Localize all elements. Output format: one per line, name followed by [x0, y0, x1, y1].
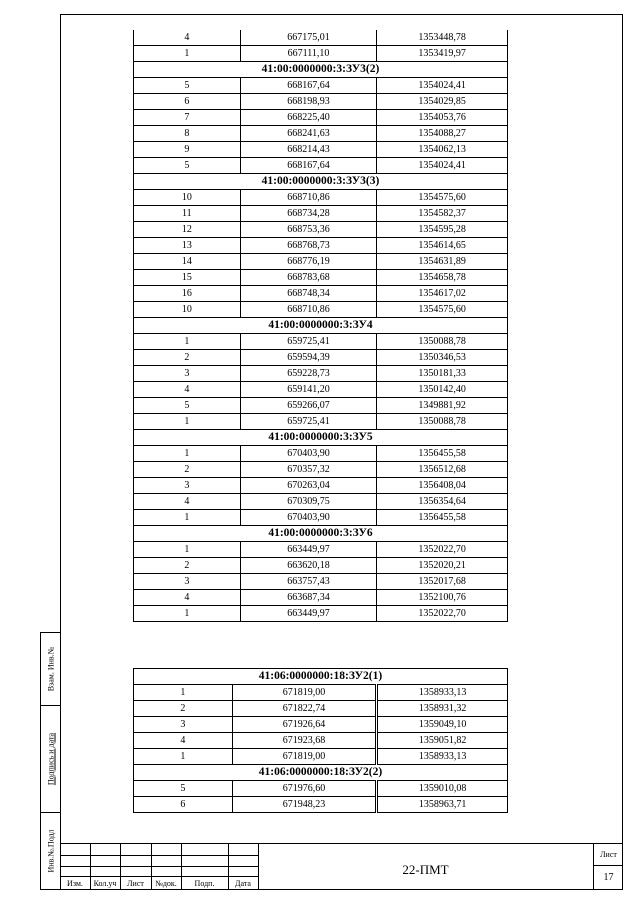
y-coordinate-cell: 1356455,58	[377, 446, 508, 462]
sheet-number: 17	[603, 872, 614, 883]
y-coordinate-cell: 1352020,21	[377, 558, 508, 574]
table-row	[134, 286, 508, 302]
table-row	[134, 142, 508, 158]
table-row	[134, 510, 508, 526]
table-row	[134, 590, 508, 606]
y-coordinate-cell: 1350346,53	[377, 350, 508, 366]
point-number-cell: 2	[134, 462, 241, 478]
table-row	[134, 270, 508, 286]
stamp-label-izm: Изм.	[67, 879, 83, 888]
table-row	[134, 78, 508, 94]
stamp-label-data: Дата	[235, 879, 251, 888]
table-row	[134, 366, 508, 382]
x-coordinate-cell: 670403,90	[240, 510, 377, 526]
x-coordinate-cell: 668768,73	[240, 238, 377, 254]
x-coordinate-cell: 663620,18	[240, 558, 377, 574]
x-coordinate-cell: 668748,34	[240, 286, 377, 302]
table-row	[134, 222, 508, 238]
point-number-cell: 2	[134, 701, 233, 717]
table-row	[134, 494, 508, 510]
y-coordinate-cell: 1352100,76	[377, 590, 508, 606]
table-row	[134, 446, 508, 462]
x-coordinate-cell: 671926,64	[232, 717, 377, 733]
table-row	[134, 94, 508, 110]
y-coordinate-cell: 1359010,08	[377, 781, 508, 797]
x-coordinate-cell: 663687,34	[240, 590, 377, 606]
x-coordinate-cell: 670403,90	[240, 446, 377, 462]
y-coordinate-cell: 1352017,68	[377, 574, 508, 590]
point-number-cell: 4	[134, 30, 241, 46]
x-coordinate-cell: 671819,00	[232, 685, 377, 701]
table-row	[134, 606, 508, 622]
point-number-cell: 5	[134, 78, 241, 94]
table-row	[134, 30, 508, 46]
table-row	[134, 206, 508, 222]
point-number-cell: 1	[134, 446, 241, 462]
x-coordinate-cell: 667111,10	[240, 46, 377, 62]
x-coordinate-cell: 671948,23	[232, 797, 377, 813]
y-coordinate-cell: 1353448,78	[377, 30, 508, 46]
table-row	[134, 685, 508, 701]
table-row	[134, 797, 508, 813]
point-number-cell: 3	[134, 574, 241, 590]
table-row	[134, 302, 508, 318]
y-coordinate-cell: 1354053,76	[377, 110, 508, 126]
x-coordinate-cell: 670357,32	[240, 462, 377, 478]
point-number-cell: 2	[134, 350, 241, 366]
parcel-id-header: 41:00:0000000:3:ЗУ3(2)	[134, 62, 508, 78]
point-number-cell: 4	[134, 494, 241, 510]
x-coordinate-cell: 659725,41	[240, 414, 377, 430]
side-approval-strip	[40, 632, 61, 890]
x-coordinate-cell: 668710,86	[240, 190, 377, 206]
y-coordinate-cell: 1354631,89	[377, 254, 508, 270]
x-coordinate-cell: 668710,86	[240, 302, 377, 318]
y-coordinate-cell: 1354614,65	[377, 238, 508, 254]
point-number-cell: 1	[134, 46, 241, 62]
y-coordinate-cell: 1350088,78	[377, 334, 508, 350]
parcel-id-header: 41:00:0000000:3:ЗУ6	[134, 526, 508, 542]
table-row	[134, 158, 508, 174]
y-coordinate-cell: 1354024,41	[377, 158, 508, 174]
y-coordinate-cell: 1354029,85	[377, 94, 508, 110]
point-number-cell: 3	[134, 717, 233, 733]
table-row	[134, 701, 508, 717]
stamp-label-kol-uch: Кол.уч	[93, 879, 117, 888]
point-number-cell: 2	[134, 558, 241, 574]
point-number-cell: 9	[134, 142, 241, 158]
point-number-cell: 12	[134, 222, 241, 238]
y-coordinate-cell: 1352022,70	[377, 606, 508, 622]
point-number-cell: 11	[134, 206, 241, 222]
point-number-cell: 10	[134, 190, 241, 206]
table-row	[134, 190, 508, 206]
x-coordinate-cell: 671822,74	[232, 701, 377, 717]
point-number-cell: 4	[134, 590, 241, 606]
x-coordinate-cell: 671976,60	[232, 781, 377, 797]
x-coordinate-cell: 659141,20	[240, 382, 377, 398]
point-number-cell: 5	[134, 781, 233, 797]
point-number-cell: 1	[134, 606, 241, 622]
y-coordinate-cell: 1354575,60	[377, 190, 508, 206]
x-coordinate-cell: 668734,28	[240, 206, 377, 222]
point-number-cell: 1	[134, 334, 241, 350]
x-coordinate-cell: 671923,68	[232, 733, 377, 749]
table-row	[134, 414, 508, 430]
point-number-cell: 5	[134, 398, 241, 414]
x-coordinate-cell: 668783,68	[240, 270, 377, 286]
point-number-cell: 7	[134, 110, 241, 126]
point-number-cell: 6	[134, 94, 241, 110]
document-code: 22-ПМТ	[402, 862, 449, 877]
point-number-cell: 16	[134, 286, 241, 302]
side-label-sign-date: Подпись и дата	[46, 732, 55, 786]
x-coordinate-cell: 668241,63	[240, 126, 377, 142]
y-coordinate-cell: 1356354,64	[377, 494, 508, 510]
table-row	[134, 717, 508, 733]
section-header-row	[134, 669, 508, 685]
side-cell-sign-date	[41, 706, 60, 813]
y-coordinate-cell: 1354088,27	[377, 126, 508, 142]
x-coordinate-cell: 668776,19	[240, 254, 377, 270]
point-number-cell: 15	[134, 270, 241, 286]
x-coordinate-cell: 667175,01	[240, 30, 377, 46]
table-row	[134, 238, 508, 254]
coordinates-table-2	[133, 668, 508, 813]
y-coordinate-cell: 1350181,33	[377, 366, 508, 382]
x-coordinate-cell: 668225,40	[240, 110, 377, 126]
section-header-row	[134, 430, 508, 446]
point-number-cell: 13	[134, 238, 241, 254]
point-number-cell: 1	[134, 749, 233, 765]
point-number-cell: 1	[134, 685, 233, 701]
table-row	[134, 478, 508, 494]
parcel-id-header: 41:00:0000000:3:ЗУ4	[134, 318, 508, 334]
stamp-label-ndok: №док.	[155, 879, 177, 888]
point-number-cell: 3	[134, 478, 241, 494]
table-row	[134, 46, 508, 62]
x-coordinate-cell: 670309,75	[240, 494, 377, 510]
parcel-id-header: 41:06:0000000:18:ЗУ2(1)	[134, 669, 508, 685]
x-coordinate-cell: 659266,07	[240, 398, 377, 414]
y-coordinate-cell: 1358963,71	[377, 797, 508, 813]
y-coordinate-cell: 1354582,37	[377, 206, 508, 222]
x-coordinate-cell: 663449,97	[240, 606, 377, 622]
y-coordinate-cell: 1356455,58	[377, 510, 508, 526]
section-header-row	[134, 318, 508, 334]
point-number-cell: 10	[134, 302, 241, 318]
x-coordinate-cell: 659594,39	[240, 350, 377, 366]
stamp-label-podp: Подп.	[194, 879, 215, 888]
side-cell-inv-replace	[41, 633, 60, 706]
y-coordinate-cell: 1358933,13	[377, 749, 508, 765]
y-coordinate-cell: 1358931,32	[377, 701, 508, 717]
y-coordinate-cell: 1358933,13	[377, 685, 508, 701]
y-coordinate-cell: 1352022,70	[377, 542, 508, 558]
table-row	[134, 542, 508, 558]
y-coordinate-cell: 1354617,02	[377, 286, 508, 302]
table-row	[134, 126, 508, 142]
x-coordinate-cell: 668198,93	[240, 94, 377, 110]
y-coordinate-cell: 1354024,41	[377, 78, 508, 94]
table-row	[134, 462, 508, 478]
y-coordinate-cell: 1354062,13	[377, 142, 508, 158]
table-row	[134, 110, 508, 126]
x-coordinate-cell: 671819,00	[232, 749, 377, 765]
table-row	[134, 558, 508, 574]
parcel-id-header: 41:00:0000000:3:ЗУ3(3)	[134, 174, 508, 190]
table-row	[134, 574, 508, 590]
table-row	[134, 382, 508, 398]
point-number-cell: 3	[134, 366, 241, 382]
point-number-cell: 6	[134, 797, 233, 813]
x-coordinate-cell: 670263,04	[240, 478, 377, 494]
sheet-label: Лист	[600, 850, 617, 859]
x-coordinate-cell: 663449,97	[240, 542, 377, 558]
table-row	[134, 350, 508, 366]
point-number-cell: 1	[134, 414, 241, 430]
point-number-cell: 5	[134, 158, 241, 174]
section-header-row	[134, 765, 508, 781]
table-row	[134, 254, 508, 270]
y-coordinate-cell: 1359049,10	[377, 717, 508, 733]
section-header-row	[134, 526, 508, 542]
x-coordinate-cell: 668167,64	[240, 158, 377, 174]
table-row	[134, 398, 508, 414]
table-row	[134, 733, 508, 749]
y-coordinate-cell: 1353419,97	[377, 46, 508, 62]
x-coordinate-cell: 659228,73	[240, 366, 377, 382]
table-row	[134, 334, 508, 350]
point-number-cell: 14	[134, 254, 241, 270]
y-coordinate-cell: 1350142,40	[377, 382, 508, 398]
y-coordinate-cell: 1356408,04	[377, 478, 508, 494]
y-coordinate-cell: 1354595,28	[377, 222, 508, 238]
x-coordinate-cell: 663757,43	[240, 574, 377, 590]
table-row	[134, 749, 508, 765]
y-coordinate-cell: 1354658,78	[377, 270, 508, 286]
point-number-cell: 1	[134, 510, 241, 526]
section-header-row	[134, 174, 508, 190]
point-number-cell: 4	[134, 382, 241, 398]
y-coordinate-cell: 1356512,68	[377, 462, 508, 478]
side-label-inv-replace: Взам. Инв.№	[46, 646, 55, 692]
x-coordinate-cell: 668753,36	[240, 222, 377, 238]
table-row	[134, 781, 508, 797]
y-coordinate-cell: 1354575,60	[377, 302, 508, 318]
parcel-id-header: 41:00:0000000:3:ЗУ5	[134, 430, 508, 446]
x-coordinate-cell: 668214,43	[240, 142, 377, 158]
y-coordinate-cell: 1349881,92	[377, 398, 508, 414]
point-number-cell: 8	[134, 126, 241, 142]
stamp-label-list: Лист	[127, 879, 144, 888]
y-coordinate-cell: 1359051,82	[377, 733, 508, 749]
side-cell-inv-orig	[41, 813, 60, 889]
x-coordinate-cell: 668167,64	[240, 78, 377, 94]
point-number-cell: 4	[134, 733, 233, 749]
parcel-id-header: 41:06:0000000:18:ЗУ2(2)	[134, 765, 508, 781]
section-header-row	[134, 62, 508, 78]
coordinates-table-1	[133, 30, 508, 622]
point-number-cell: 1	[134, 542, 241, 558]
y-coordinate-cell: 1350088,78	[377, 414, 508, 430]
x-coordinate-cell: 659725,41	[240, 334, 377, 350]
side-label-inv-orig: Инв.№.Подл	[46, 829, 55, 873]
